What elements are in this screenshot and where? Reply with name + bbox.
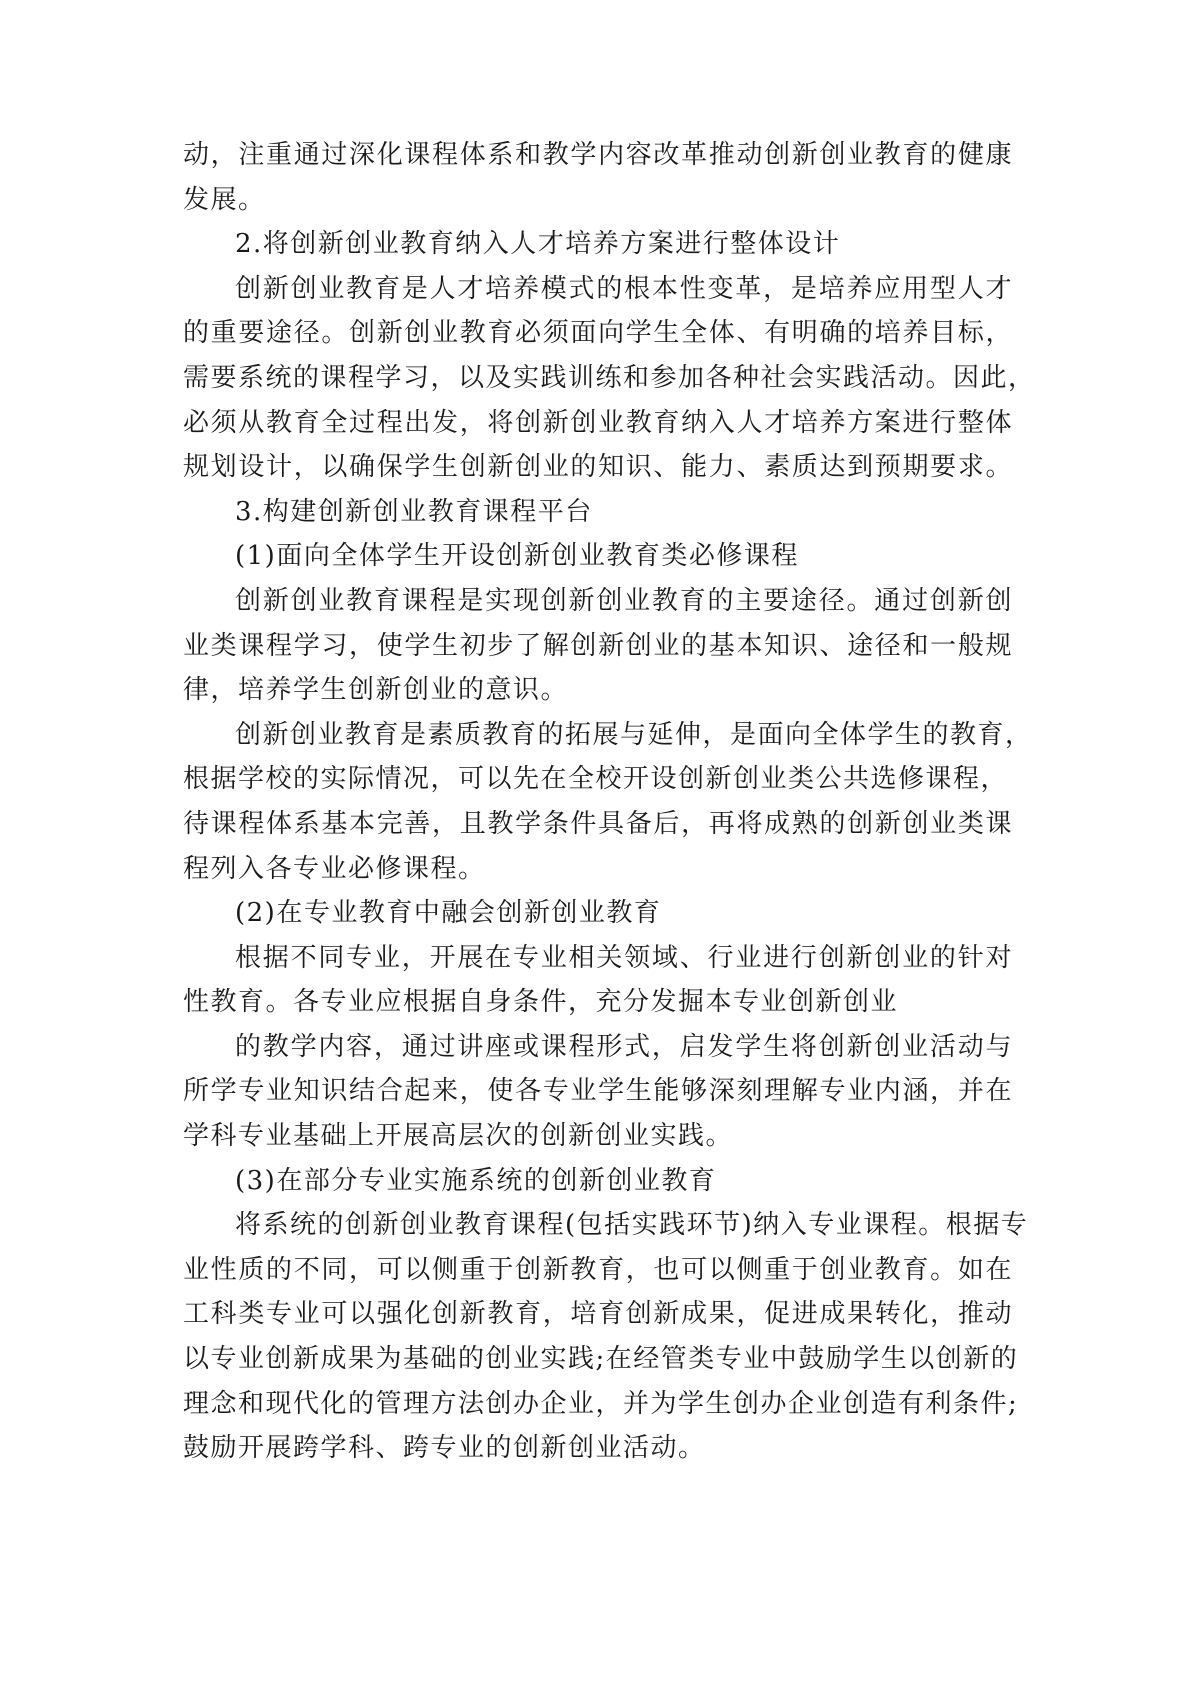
text-line: 学科专业基础上开展高层次的创新创业实践。 (183, 1121, 734, 1152)
text-line: 的教学内容，通过讲座或课程形式，启发学生将创新创业活动与 (235, 1031, 1013, 1062)
text-line: 发展。 (183, 184, 266, 215)
text-line: 律，培养学生创新创业的意识。 (183, 675, 569, 706)
text-line: 规划设计，以确保学生创新创业的知识、能力、素质达到预期要求。 (183, 452, 1013, 483)
text-line: 创新创业教育是人才培养模式的根本性变革，是培养应用型人才 (235, 273, 1013, 304)
text-line: 理念和现代化的管理方法创办企业，并为学生创办企业创造有利条件; (183, 1388, 1019, 1419)
text-line: (3)在部分专业实施系统的创新创业教育 (235, 1165, 717, 1196)
text-line: 创新创业教育是素质教育的拓展与延伸，是面向全体学生的教育， (235, 719, 1033, 750)
text-line: 根据不同专业，开展在专业相关领域、行业进行创新创业的针对 (235, 942, 1013, 973)
text-line: 必须从教育全过程出发，将创新创业教育纳入人才培养方案进行整体 (183, 407, 1013, 438)
text-line: 业性质的不同，可以侧重于创新教育，也可以侧重于创业教育。如在 (183, 1254, 1013, 1285)
text-line: 待课程体系基本完善，且教学条件具备后，再将成熟的创新创业类课 (183, 808, 1013, 839)
document-body (183, 133, 1036, 1471)
text-line: 性教育。各专业应根据自身条件，充分发掘本专业创新创业 (183, 987, 899, 1018)
text-line: 动，注重通过深化课程体系和教学内容改革推动创新创业教育的健康 (183, 140, 1013, 170)
text-line: 以专业创新成果为基础的创业实践;在经管类专业中鼓励学生以创新的 (183, 1344, 1019, 1375)
text-line: (2)在专业教育中融会创新创业教育 (235, 898, 662, 929)
text-line: 需要系统的课程学习，以及实践训练和参加各种社会实践活动。因此， (183, 362, 1036, 393)
text-line: 的重要途径。创新创业教育必须面向学生全体、有明确的培养目标， (183, 318, 1013, 349)
text-line: 鼓励开展跨学科、跨专业的创新创业活动。 (183, 1433, 706, 1464)
text-line: 程列入各专业必修课程。 (183, 853, 486, 884)
text-line: (1)面向全体学生开设创新创业教育类必修课程 (235, 541, 799, 572)
text-line: 所学专业知识结合起来，使各专业学生能够深刻理解专业内涵，并在 (183, 1076, 1013, 1107)
text-line: 业类课程学习，使学生初步了解创新创业的基本知识、途径和一般规 (183, 630, 1013, 661)
text-line: 创新创业教育课程是实现创新创业教育的主要途径。通过创新创 (235, 585, 1013, 616)
text-line: 3.构建创新创业教育课程平台 (235, 496, 593, 527)
text-line: 工科类专业可以强化创新教育，培育创新成果，促进成果转化，推动 (183, 1299, 1013, 1330)
text-line: 根据学校的实际情况，可以先在全校开设创新创业类公共选修课程， (183, 764, 1009, 795)
text-line: 将系统的创新创业教育课程(包括实践环节)纳入专业课程。根据专 (235, 1210, 1029, 1241)
text-line: 2.将创新创业教育纳入人才培养方案进行整体设计 (235, 229, 841, 260)
